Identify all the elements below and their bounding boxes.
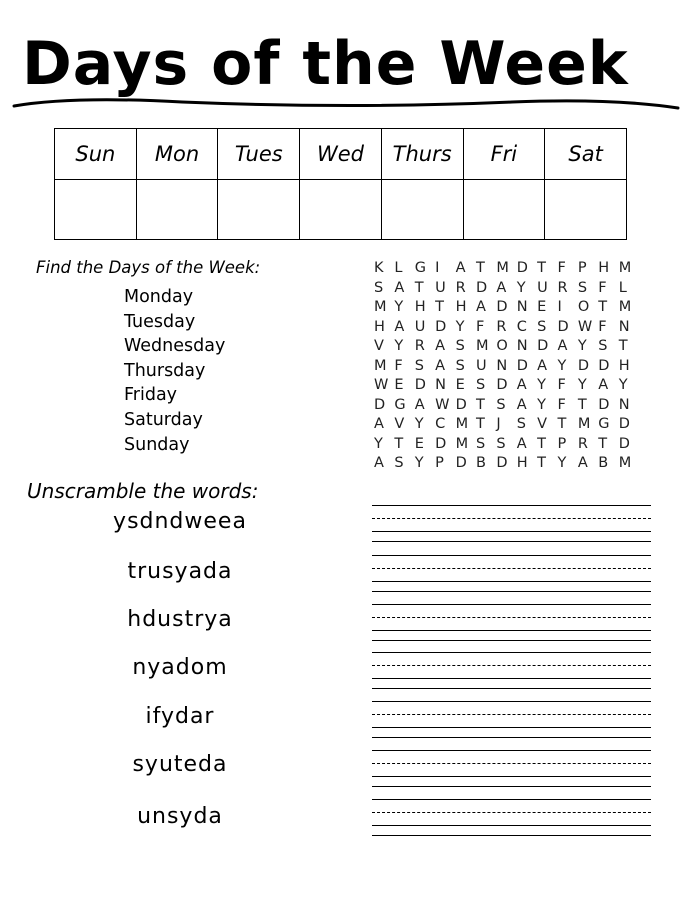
word-search-letter[interactable]: M	[618, 299, 632, 315]
word-search-letter[interactable]: F	[598, 318, 607, 335]
word-search-letter[interactable]: O	[496, 338, 508, 354]
find-word: Wednesday	[124, 336, 226, 357]
word-search-letter[interactable]: A	[455, 260, 466, 276]
word-search-letter[interactable]: A	[475, 299, 486, 315]
word-search-letter[interactable]: D	[455, 455, 467, 471]
word-search-letter[interactable]: L	[394, 260, 403, 276]
day-header: Thurs	[381, 129, 463, 180]
word-search-letter[interactable]: D	[496, 299, 508, 315]
word-search-row	[374, 298, 639, 318]
word-search-letter[interactable]: V	[394, 416, 405, 432]
word-search-letter[interactable]: J	[496, 416, 501, 432]
word-search-letter[interactable]: G	[414, 260, 427, 276]
word-search-letter[interactable]: D	[455, 396, 467, 413]
word-search-letter[interactable]: E	[414, 435, 424, 452]
word-search-letter[interactable]: M	[618, 260, 632, 276]
word-search-row	[374, 357, 639, 377]
word-search-letter[interactable]: Y	[618, 377, 628, 393]
day-write-box[interactable]	[381, 180, 463, 240]
day-header: Sat	[545, 129, 627, 180]
word-search-letter[interactable]: H	[414, 299, 426, 315]
word-search-letter[interactable]: E	[537, 299, 547, 315]
answer-writing-lines[interactable]	[372, 604, 651, 644]
word-search-letter[interactable]: Y	[557, 455, 567, 471]
word-search-letter[interactable]: T	[598, 299, 608, 315]
word-search-letter[interactable]: R	[496, 318, 507, 335]
title-underline	[12, 92, 682, 114]
day-write-box[interactable]	[136, 180, 218, 240]
day-header: Sun	[55, 129, 137, 180]
word-search-letter[interactable]: A	[496, 279, 507, 296]
word-search-letter[interactable]: R	[577, 435, 588, 452]
word-search-row	[374, 376, 639, 396]
word-search-letter[interactable]: H	[618, 357, 630, 374]
day-header: Tues	[218, 129, 300, 180]
word-search-letter[interactable]: H	[598, 260, 610, 276]
word-search-letter[interactable]: A	[598, 377, 609, 393]
word-search-letter[interactable]: D	[598, 357, 610, 374]
word-search-letter[interactable]: S	[577, 279, 588, 296]
unscramble-heading: Unscramble the words:	[27, 479, 259, 503]
word-search-letter[interactable]: D	[537, 338, 549, 354]
word-search-letter[interactable]: N	[435, 377, 447, 393]
word-search-letter[interactable]: E	[455, 377, 465, 393]
find-word-list	[124, 285, 225, 457]
day-write-box[interactable]	[55, 180, 137, 240]
word-search-letter[interactable]: D	[618, 416, 630, 432]
scrambled-word: unsyda	[137, 804, 223, 829]
word-search-letter[interactable]: N	[516, 299, 528, 315]
word-search-row	[374, 318, 639, 338]
word-search-letter[interactable]: Y	[537, 377, 546, 393]
word-search-letter[interactable]: F	[475, 318, 485, 335]
word-search-row	[374, 259, 639, 279]
word-search-letter[interactable]: B	[598, 455, 609, 471]
word-search-letter[interactable]: O	[577, 299, 590, 315]
word-search-letter[interactable]: F	[557, 260, 566, 276]
word-search-letter[interactable]: U	[537, 279, 548, 296]
word-search-letter[interactable]: G	[598, 416, 610, 432]
word-search-letter[interactable]: S	[414, 357, 424, 374]
word-search-letter[interactable]: W	[374, 377, 389, 393]
word-search-letter[interactable]: M	[577, 416, 591, 432]
word-search-letter[interactable]: N	[618, 318, 630, 335]
find-word: Friday	[124, 385, 178, 406]
word-search-letter[interactable]: R	[455, 279, 466, 296]
word-search-letter[interactable]: A	[537, 357, 548, 374]
word-search-row	[374, 337, 639, 357]
word-search-letter[interactable]: Y	[374, 435, 383, 452]
word-search-letter[interactable]: Y	[394, 338, 404, 354]
word-search-letter[interactable]: K	[374, 260, 384, 276]
word-search-letter[interactable]: D	[435, 435, 447, 452]
word-search-letter[interactable]: M	[475, 338, 489, 354]
word-search-letter[interactable]: S	[374, 279, 384, 296]
word-search-letter[interactable]: Y	[577, 338, 587, 354]
word-search-letter[interactable]: C	[435, 416, 446, 432]
word-search-letter[interactable]: S	[455, 338, 465, 354]
day-header: Fri	[463, 129, 545, 180]
day-header: Mon	[136, 129, 218, 180]
word-search-letter[interactable]: D	[475, 279, 488, 296]
days-table	[54, 128, 627, 240]
word-search-letter[interactable]: W	[435, 396, 450, 413]
word-search-letter[interactable]: M	[618, 455, 632, 471]
word-search-letter[interactable]: T	[577, 396, 587, 413]
word-search-letter[interactable]: F	[598, 279, 607, 296]
word-search-letter[interactable]: I	[557, 299, 562, 315]
word-search-letter[interactable]: U	[475, 357, 487, 374]
word-search-letter[interactable]: H	[516, 455, 528, 471]
find-word: Thursday	[124, 360, 206, 381]
find-heading: Find the Days of the Week:	[36, 258, 261, 277]
word-search-letter[interactable]: T	[618, 338, 628, 354]
word-search-letter[interactable]: T	[475, 396, 485, 413]
word-search-letter[interactable]: C	[516, 318, 527, 335]
word-search-letter[interactable]: R	[414, 338, 425, 354]
word-search-letter[interactable]: T	[435, 299, 445, 315]
word-search-letter[interactable]: S	[496, 435, 506, 452]
find-word: Sunday	[124, 434, 190, 455]
word-search-letter[interactable]: A	[435, 338, 446, 354]
word-search-letter[interactable]: P	[577, 260, 587, 276]
word-search-letter[interactable]: M	[374, 357, 387, 374]
word-search-letter[interactable]: T	[537, 455, 546, 471]
word-search-letter[interactable]: P	[435, 455, 444, 471]
answer-writing-lines[interactable]	[372, 505, 651, 545]
word-search-letter[interactable]: M	[374, 299, 387, 315]
word-search-letter[interactable]: A	[394, 318, 405, 335]
word-search-letter[interactable]: A	[374, 416, 384, 432]
word-search-letter[interactable]: D	[577, 357, 590, 374]
word-search-letter[interactable]: S	[455, 357, 465, 374]
scrambled-word: ifydar	[145, 704, 215, 729]
day-header: Wed	[300, 129, 382, 180]
word-search-letter[interactable]: D	[516, 260, 528, 276]
word-search-letter[interactable]: G	[394, 396, 406, 413]
word-search-letter[interactable]: S	[537, 318, 547, 335]
word-search-letter[interactable]: Y	[414, 416, 424, 432]
word-search-letter[interactable]: D	[374, 396, 386, 413]
day-write-box[interactable]	[463, 180, 545, 240]
word-search-letter[interactable]: U	[435, 279, 446, 296]
word-search-letter[interactable]: S	[598, 338, 608, 354]
word-search-letter[interactable]: F	[394, 357, 403, 374]
day-write-box[interactable]	[545, 180, 627, 240]
day-write-box[interactable]	[218, 180, 300, 240]
find-word: Tuesday	[124, 311, 196, 332]
word-search-letter[interactable]: S	[475, 435, 486, 452]
scrambled-word: trusyada	[127, 559, 233, 584]
scrambled-word: nyadom	[132, 655, 228, 680]
word-search-letter[interactable]: Y	[516, 279, 526, 296]
answer-writing-lines[interactable]	[372, 555, 651, 595]
word-search-letter[interactable]: T	[475, 416, 485, 432]
word-search-letter[interactable]: S	[394, 455, 404, 471]
word-search-row	[374, 415, 639, 435]
word-search-letter[interactable]: L	[618, 279, 627, 296]
word-search-letter[interactable]: A	[516, 435, 527, 452]
find-word: Saturday	[124, 409, 203, 430]
word-search-letter[interactable]: T	[537, 435, 546, 452]
word-search-letter[interactable]: Y	[394, 299, 404, 315]
answer-writing-lines[interactable]	[372, 652, 651, 692]
word-search-letter[interactable]: T	[475, 260, 485, 276]
word-search-row	[374, 454, 639, 474]
scrambled-word: syuteda	[132, 752, 228, 777]
word-search-row	[374, 435, 639, 455]
word-search-grid[interactable]	[374, 259, 639, 474]
page-title: Days of the Week	[22, 29, 629, 99]
scrambled-word: ysdndweea	[113, 509, 247, 534]
answer-writing-lines[interactable]	[372, 750, 651, 790]
scrambled-word: hdustrya	[127, 607, 233, 632]
word-search-letter[interactable]: N	[516, 338, 528, 354]
word-search-letter[interactable]: S	[475, 377, 486, 393]
find-word: Monday	[124, 287, 194, 307]
word-search-letter[interactable]: P	[557, 435, 567, 452]
word-search-letter[interactable]: Y	[414, 455, 424, 471]
word-search-letter[interactable]: T	[394, 435, 404, 452]
word-search-letter[interactable]: W	[577, 318, 593, 335]
word-search-letter[interactable]: D	[435, 318, 447, 335]
word-search-letter[interactable]: U	[414, 318, 426, 335]
word-search-letter[interactable]: V	[374, 338, 384, 354]
answer-writing-lines[interactable]	[372, 701, 651, 741]
answer-writing-lines[interactable]	[372, 799, 651, 839]
word-search-letter[interactable]: A	[557, 338, 568, 354]
word-search-letter[interactable]: D	[598, 396, 610, 413]
word-search-letter[interactable]: D	[496, 455, 508, 471]
word-search-letter[interactable]: M	[455, 416, 469, 432]
word-search-letter[interactable]: H	[374, 318, 385, 335]
word-search-letter[interactable]: D	[557, 318, 569, 335]
word-search-letter[interactable]: S	[516, 416, 526, 432]
word-search-letter[interactable]: T	[537, 260, 546, 276]
word-search-letter[interactable]: B	[475, 455, 486, 471]
word-search-letter[interactable]: T	[557, 416, 567, 432]
word-search-letter[interactable]: E	[394, 377, 404, 393]
word-search-letter[interactable]: D	[414, 377, 426, 393]
word-search-letter[interactable]: A	[516, 377, 527, 393]
word-search-row	[374, 396, 639, 416]
word-search-row	[374, 279, 639, 299]
word-search-letter[interactable]: A	[435, 357, 446, 374]
word-search-letter[interactable]: D	[496, 377, 508, 393]
word-search-letter[interactable]: D	[618, 435, 630, 452]
word-search-letter[interactable]: I	[435, 260, 440, 276]
word-search-letter[interactable]: Y	[455, 318, 465, 335]
word-search-letter[interactable]: M	[455, 435, 469, 452]
word-search-letter[interactable]: T	[414, 279, 424, 296]
word-search-letter[interactable]: N	[618, 396, 630, 413]
word-search-letter[interactable]: R	[557, 279, 568, 296]
word-search-letter[interactable]: F	[557, 377, 566, 393]
word-search-letter[interactable]: Y	[577, 377, 587, 393]
word-search-letter[interactable]: T	[598, 435, 608, 452]
word-search-letter[interactable]: N	[496, 357, 508, 374]
word-search-letter[interactable]: A	[577, 455, 588, 471]
day-write-box[interactable]	[300, 180, 382, 240]
word-search-letter[interactable]: S	[496, 396, 506, 413]
word-search-letter[interactable]: A	[516, 396, 527, 413]
word-search-letter[interactable]: A	[414, 396, 425, 413]
word-search-letter[interactable]: F	[557, 396, 566, 413]
word-search-letter[interactable]: Y	[537, 396, 546, 413]
word-search-letter[interactable]: H	[455, 299, 467, 315]
word-search-letter[interactable]: M	[496, 260, 509, 276]
word-search-letter[interactable]: D	[516, 357, 528, 374]
word-search-letter[interactable]: V	[537, 416, 548, 432]
word-search-letter[interactable]: A	[394, 279, 405, 296]
word-search-letter[interactable]: Y	[557, 357, 567, 374]
word-search-letter[interactable]: A	[374, 455, 384, 471]
